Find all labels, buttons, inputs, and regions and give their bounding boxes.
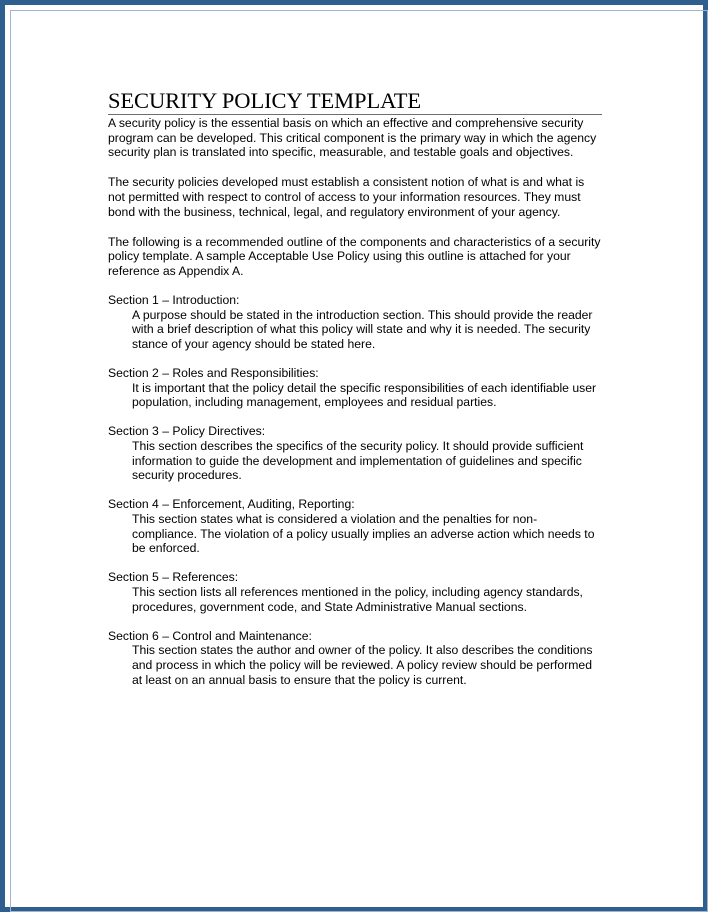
section-heading: Section 1 – Introduction: [108, 293, 240, 308]
document-page [108, 88, 602, 687]
section-body: This section states the author and owner of the policy. It also describes the conditions and process in which the policy will be reviewed. A policy review should be performed at least on an annual basis to ensure that the policy is current. [132, 643, 593, 687]
section-1 [108, 293, 602, 351]
section-body: A purpose should be stated in the introduction section. This should provide the reader with a brief description of what this policy will state and why it is needed. The security stance of your agency should be stated here. [132, 307, 593, 351]
paragraph-spacer [108, 410, 602, 425]
section-heading: Section 6 – Control and Maintenance: [108, 628, 312, 643]
section-body: This section states what is considered a violation and the penalties for non-compliance. The violation of a policy usually implies an adverse action which needs to be enforced. [132, 512, 595, 556]
paragraph-spacer [108, 483, 602, 498]
section-body: This section lists all references mentioned in the policy, including agency standards, procedures, government code, and State Administrative Manual sections. [132, 585, 583, 614]
section-3 [108, 424, 602, 482]
paragraph-spacer [108, 160, 602, 175]
section-6 [108, 629, 602, 687]
paragraph-spacer [108, 556, 602, 571]
paragraph-spacer [108, 279, 602, 294]
section-heading: Section 5 – References: [108, 570, 239, 585]
intro-paragraph-1: A security policy is the essential basis on which an effective and comprehensive security program can be developed. This critical component is the primary way in which the agency security plan is translated into specific, measurable, and testable goals and objectives. [108, 116, 597, 160]
paragraph-spacer [108, 219, 602, 234]
paragraph-spacer [108, 614, 602, 629]
paragraph-spacer [108, 352, 602, 367]
intro-paragraph-3: The following is a recommended outline of the components and characteristics of a security policy template. A sample Acceptable Use Policy using this outline is attached for your reference as Appendix A. [108, 234, 601, 278]
section-heading: Section 2 – Roles and Responsibilities: [108, 366, 319, 381]
section-4 [108, 497, 602, 555]
section-2 [108, 366, 602, 410]
intro-paragraph-2: The security policies developed must establish a consistent notion of what is and what is not permitted with respect to control of access to your information resources. They must bond with the business, technical, legal, and regulatory environment of your agency. [108, 175, 585, 219]
section-heading: Section 4 – Enforcement, Auditing, Reporting: [108, 497, 355, 512]
section-5 [108, 570, 602, 614]
section-body: This section describes the specifics of the security policy. It should provide sufficient information to guide the development and implementation of guidelines and specific security procedures. [132, 439, 584, 483]
page-title: SECURITY POLICY TEMPLATE [108, 88, 602, 115]
section-heading: Section 3 – Policy Directives: [108, 424, 266, 439]
section-body: It is important that the policy detail the specific responsibilities of each identifiable user population, including management, employees and residual parties. [132, 380, 597, 410]
